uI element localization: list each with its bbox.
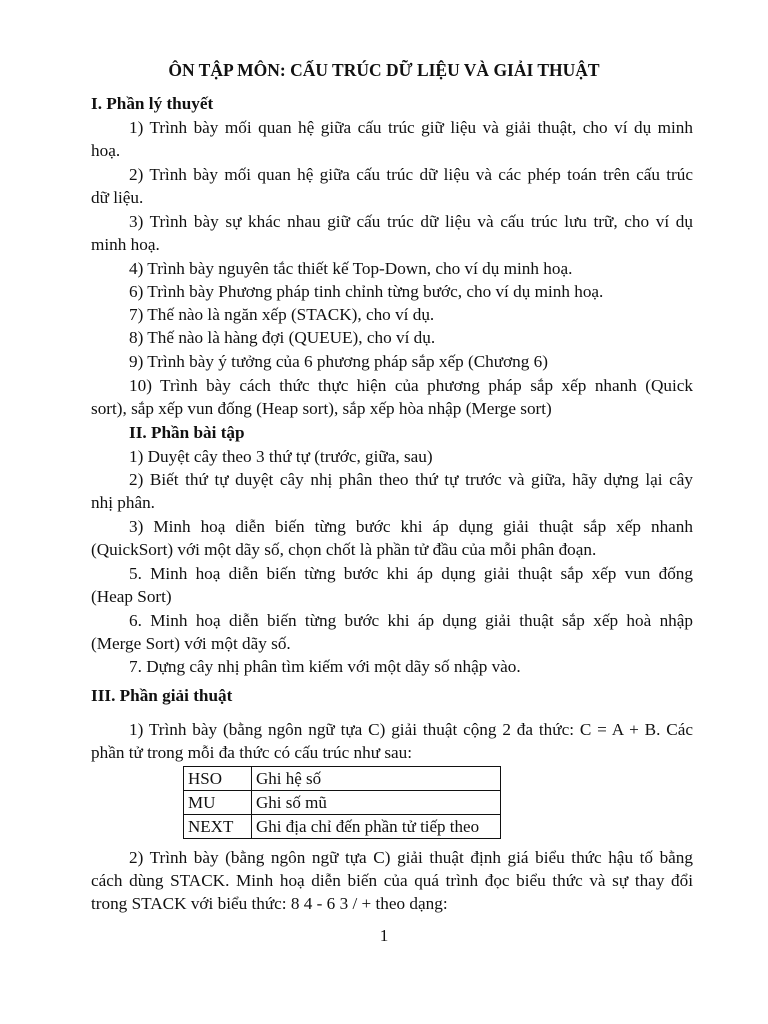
table-cell-field: MU — [184, 791, 252, 815]
table-cell-field: HSO — [184, 767, 252, 791]
s1-q3-line2: minh hoạ. — [91, 235, 160, 254]
s1-q2-line1: 2) Trình bày mối quan hệ giữa cấu trúc dữ liệu và các phép toán trên cấu trúc — [129, 165, 693, 184]
s2-q6-line2: (Merge Sort) với một dãy số. — [91, 634, 291, 653]
s2-q3-line2: (QuickSort) với một dãy số, chọn chốt là phần tử đầu của mỗi phân đoạn. — [91, 540, 597, 559]
section-3-heading: III. Phần giải thuật — [91, 686, 233, 705]
s1-q2-line2: dữ liệu. — [91, 188, 144, 207]
s1-q7: 7) Thế nào là ngăn xếp (STACK), cho ví dụ. — [129, 305, 435, 324]
s1-q10-line2: sort), sắp xếp vun đống (Heap sort), sắp xếp hòa nhập (Merge sort) — [91, 399, 552, 418]
s3-q2-line3: trong STACK với biểu thức: 8 4 - 6 3 / + theo dạng: — [91, 894, 448, 913]
page-number: 1 — [379, 926, 389, 945]
s2-q5-line1: 5. Minh hoạ diễn biến từng bước khi áp dụng giải thuật sắp xếp vun đống — [129, 564, 693, 583]
polynomial-node-structure-table — [183, 766, 501, 839]
table-cell-description: Ghi số mũ — [252, 791, 501, 815]
table-row — [184, 767, 501, 791]
s1-q8: 8) Thế nào là hàng đợi (QUEUE), cho ví dụ. — [129, 328, 436, 347]
document-title: ÔN TẬP MÔN: CẤU TRÚC DỮ LIỆU VÀ GIẢI THUẬT — [168, 60, 600, 80]
s3-q2-line1: 2) Trình bày (bằng ngôn ngữ tựa C) giải thuật định giá biểu thức hậu tố bằng — [129, 848, 693, 867]
s1-q10-line1: 10) Trình bày cách thức thực hiện của phương pháp sắp xếp nhanh (Quick — [129, 376, 693, 395]
s1-q1-line2: hoạ. — [91, 141, 121, 160]
table-row — [184, 815, 501, 839]
s2-q3-line1: 3) Minh hoạ diễn biến từng bước khi áp dụng giải thuật sắp xếp nhanh — [129, 517, 693, 536]
table-cell-field: NEXT — [184, 815, 252, 839]
section-2-heading: II. Phần bài tập — [129, 423, 245, 442]
s2-q5-line2: (Heap Sort) — [91, 587, 172, 606]
s2-q6-line1: 6. Minh hoạ diễn biến từng bước khi áp dụng giải thuật sắp xếp hoà nhập — [129, 611, 693, 630]
s1-q6: 6) Trình bày Phương pháp tinh chỉnh từng bước, cho ví dụ minh hoạ. — [129, 282, 604, 301]
table-row — [184, 791, 501, 815]
s2-q2-line1: 2) Biết thứ tự duyệt cây nhị phân theo thứ tự trước và giữa, hãy dựng lại cây — [129, 470, 693, 489]
section-1-heading: I. Phần lý thuyết — [91, 94, 214, 113]
table-cell-description: Ghi hệ số — [252, 767, 501, 791]
s2-q7: 7. Dựng cây nhị phân tìm kiếm với một dãy số nhập vào. — [129, 657, 521, 676]
s3-q1-line1: 1) Trình bày (bằng ngôn ngữ tựa C) giải thuật cộng 2 đa thức: C = A + B. Các — [129, 720, 693, 739]
s2-q2-line2: nhị phân. — [91, 493, 155, 512]
s3-q1-line2: phần tử trong mỗi đa thức có cấu trúc như sau: — [91, 743, 413, 762]
table-cell-description: Ghi địa chỉ đến phần tử tiếp theo — [252, 815, 501, 839]
s3-q2-line2: cách dùng STACK. Minh hoạ diễn biến của quá trình đọc biểu thức và sự thay đổi — [91, 871, 693, 890]
s1-q3-line1: 3) Trình bày sự khác nhau giữ cấu trúc dữ liệu và cấu trúc lưu trữ, cho ví dụ — [129, 212, 693, 231]
s1-q4: 4) Trình bày nguyên tắc thiết kế Top-Down, cho ví dụ minh hoạ. — [129, 259, 573, 278]
s2-q1: 1) Duyệt cây theo 3 thứ tự (trước, giữa, sau) — [129, 447, 433, 466]
s1-q1-line1: 1) Trình bày mối quan hệ giữa cấu trúc giữ liệu và giải thuật, cho ví dụ minh — [129, 118, 693, 137]
s1-q9: 9) Trình bày ý tưởng của 6 phương pháp sắp xếp (Chương 6) — [129, 352, 548, 371]
